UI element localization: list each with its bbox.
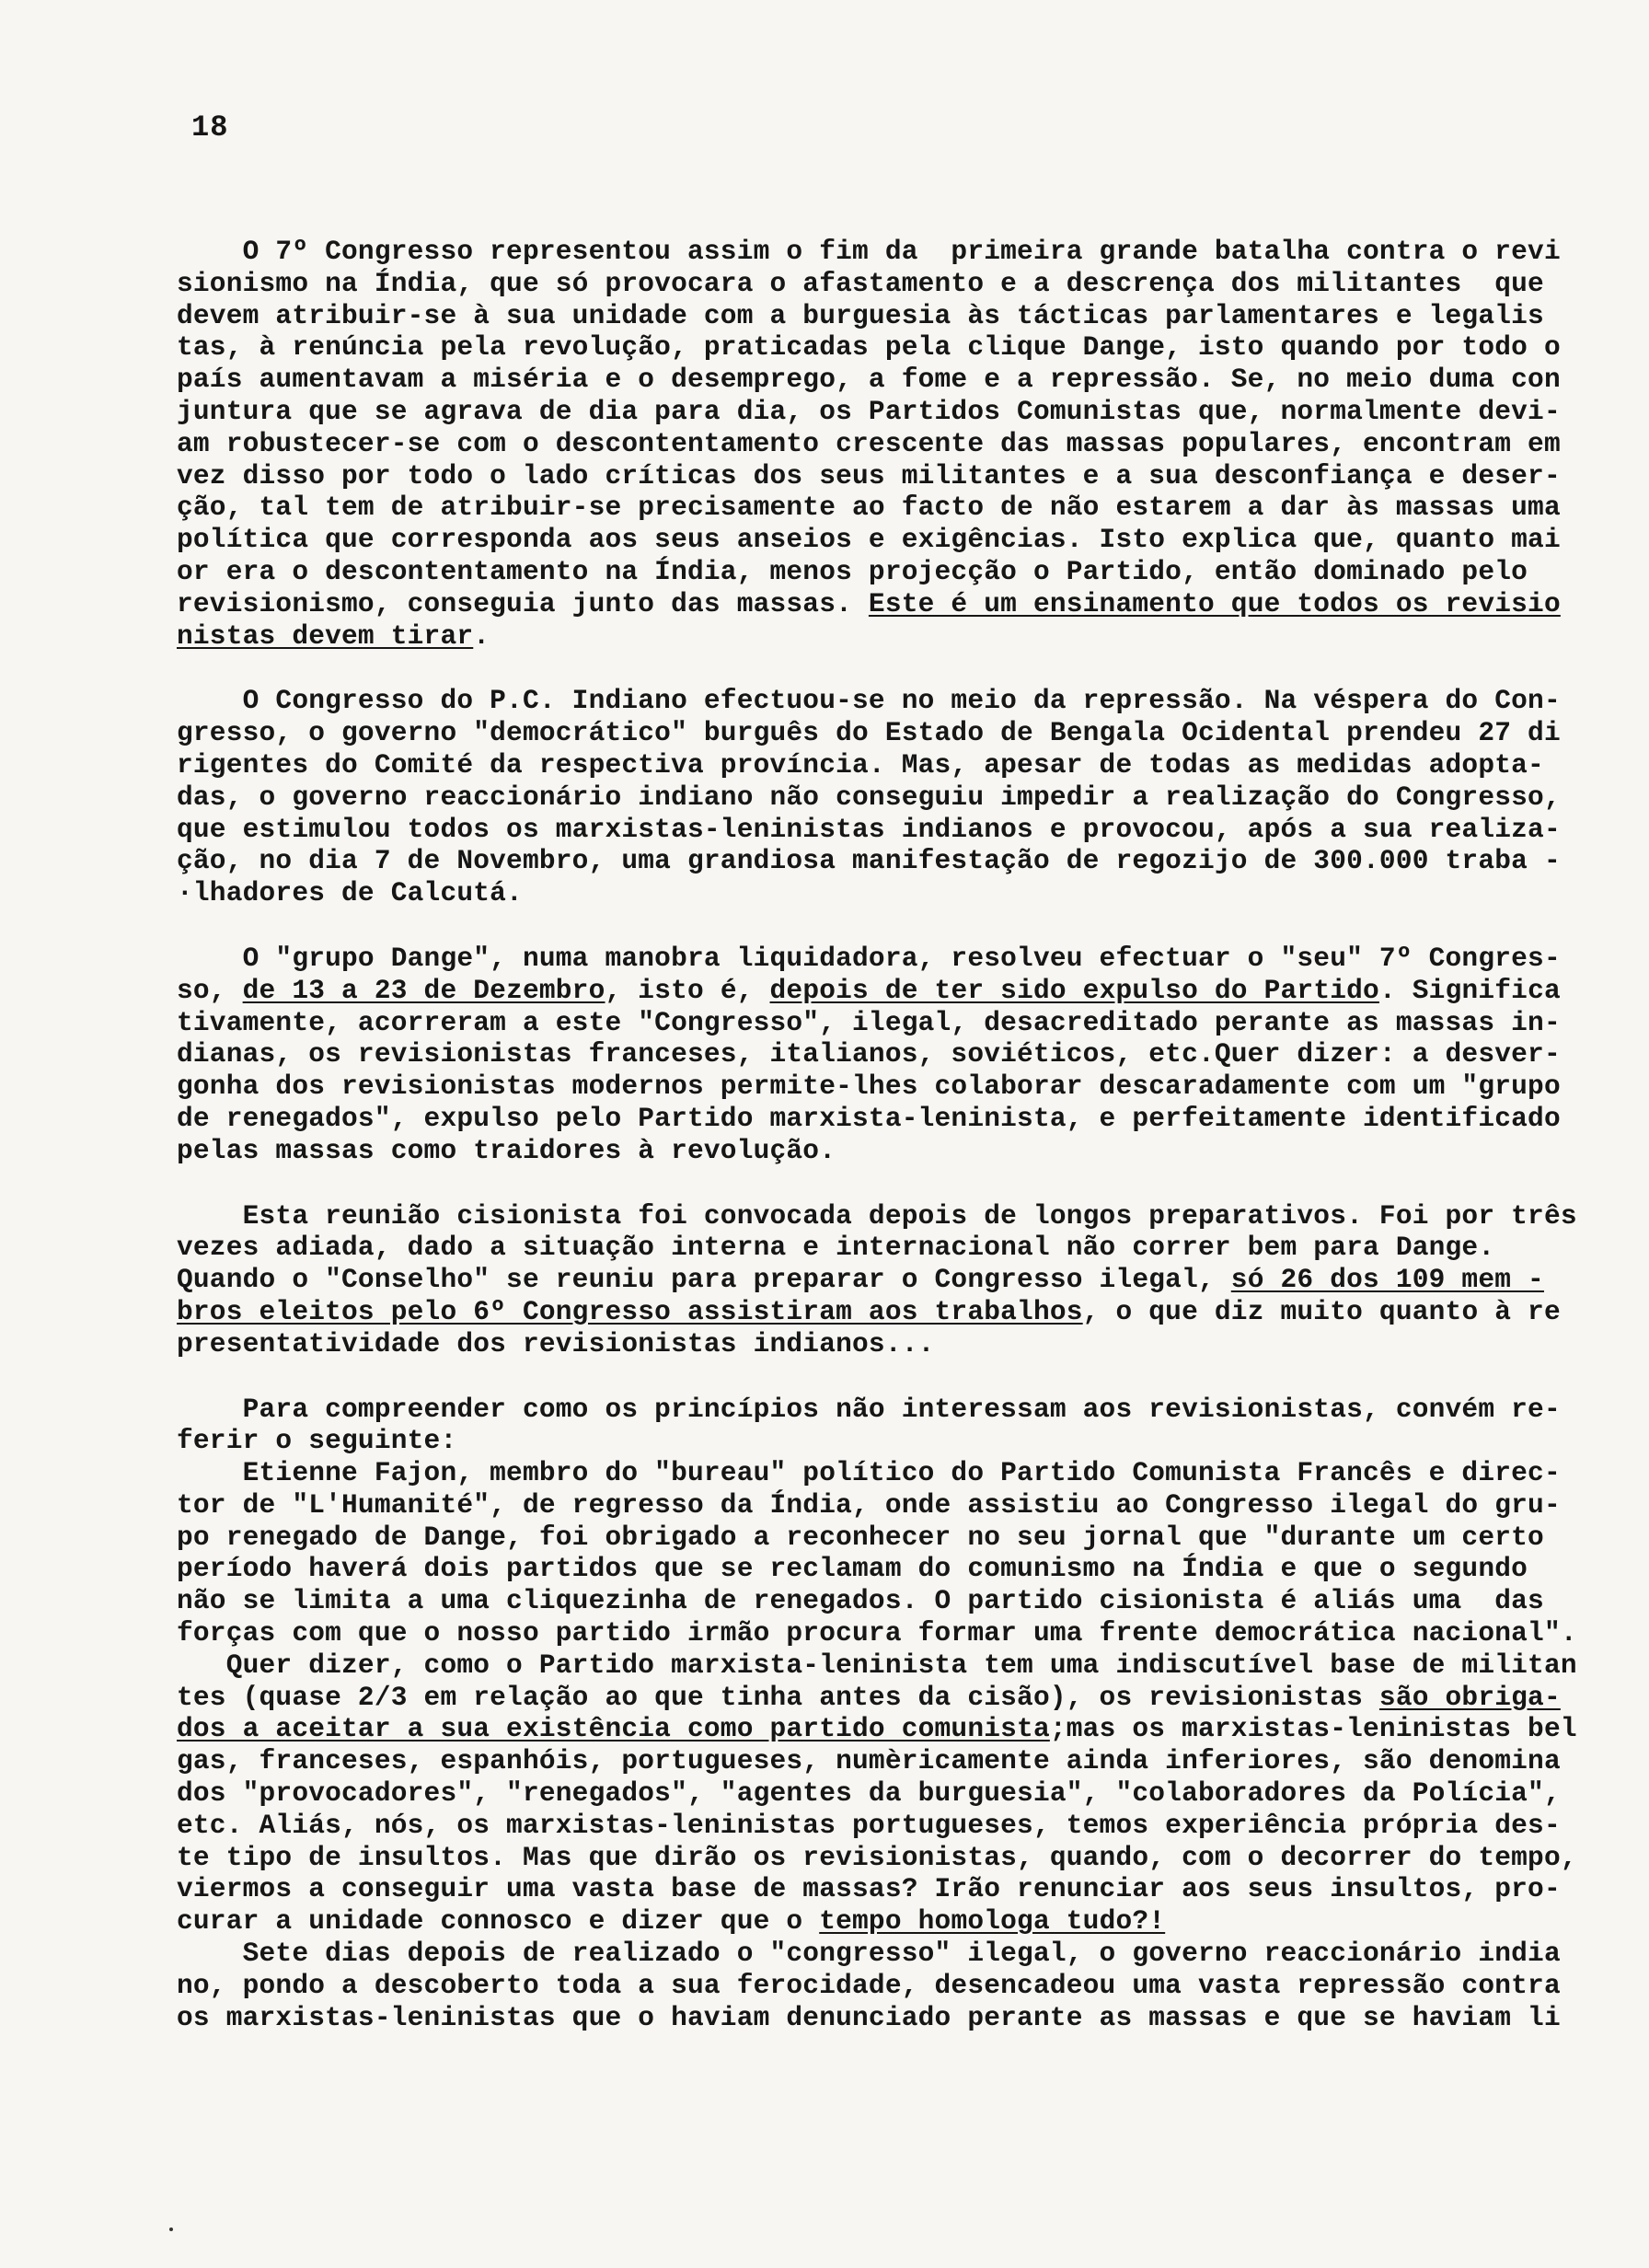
text-line: [177, 1810, 1586, 1842]
underlined-text: só 26 dos 109 mem -: [1230, 1264, 1544, 1296]
text-line: [177, 1425, 1586, 1457]
text-segment: país aumentavam a miséria e o desemprego, a fome e a repressão. Se, no meio duma con: [177, 364, 1561, 396]
text-line: [177, 268, 1586, 300]
text-segment: ção, tal tem de atribuir-se precisamente ao facto de não estarem a dar às massas uma: [177, 492, 1561, 524]
text-line: [177, 1842, 1586, 1874]
text-line: [177, 300, 1586, 332]
text-segment: gas, franceses, espanhóis, portugueses, numèricamente ainda inferiores, são denomina: [177, 1745, 1561, 1777]
text-line: [177, 1232, 1586, 1264]
text-line: [177, 236, 1586, 268]
text-line: [177, 1296, 1586, 1328]
text-line: [177, 814, 1586, 846]
text-line: [177, 1617, 1586, 1649]
text-segment: período haverá dois partidos que se reclamam do comunismo na Índia e que o segundo: [177, 1553, 1528, 1585]
text-line: [177, 556, 1586, 588]
underlined-text: de 13 a 23 de Dezembro: [242, 974, 605, 1006]
text-line: [177, 460, 1586, 492]
paragraph: [177, 236, 1586, 652]
text-segment: os marxistas-leninistas que o haviam denunciado perante as massas e que se haviam li: [177, 2001, 1561, 2033]
paragraph: [177, 1200, 1586, 1360]
text-line: [177, 1745, 1586, 1777]
text-segment: pelas massas como traidores à revolução.: [177, 1134, 836, 1166]
text-segment: devem atribuir-se à sua unidade com a burguesia às tácticas parlamentares e legalis: [177, 299, 1544, 331]
underlined-text: depois de ter sido expulso do Partido: [769, 974, 1379, 1006]
text-line: [177, 1970, 1586, 2002]
text-line: [177, 1457, 1586, 1489]
text-line: [177, 1522, 1586, 1554]
text-line: [177, 1938, 1586, 1970]
text-segment: ferir o seguinte:: [177, 1425, 457, 1457]
text-line: [177, 1553, 1586, 1585]
text-segment: dos "provocadores", "renegados", "agentes da burguesia", "colaboradores da Polícia",: [177, 1777, 1561, 1810]
text-segment: tes (quase 2/3 em relação ao que tinha antes da cisão), os revisionistas: [177, 1681, 1379, 1713]
text-segment: vez disso por todo o lado críticas dos seus militantes e a sua desconfiança e deser-: [177, 459, 1561, 492]
underlined-text: bros eleitos pelo 6º Congresso assistiram aos trabalhos: [177, 1295, 1083, 1327]
text-segment: dianas, os revisionistas franceses, italianos, soviéticos, etc.Quer dizer: a desver-: [177, 1038, 1561, 1070]
text-segment: rigentes do Comité da respectiva província. Mas, apesar de todas as medidas adopta-: [177, 748, 1544, 781]
text-segment: etc. Aliás, nós, os marxistas-leninistas portugueses, temos experiência própria des-: [177, 1809, 1561, 1841]
text-segment: viermos a conseguir uma vasta base de massas? Irão renunciar aos seus insultos, pro-: [177, 1873, 1561, 1905]
text-segment: . Significa: [1378, 974, 1561, 1006]
text-line: [177, 749, 1586, 781]
text-line: [177, 717, 1586, 749]
text-segment: tivamente, acorreram a este "Congresso", ilegal, desacreditado perante as massas in-: [177, 1006, 1561, 1038]
paragraph: [177, 943, 1586, 1167]
text-segment: tas, à renúncia pela revolução, praticadas pela clique Dange, isto quando por todo o: [177, 331, 1561, 364]
text-segment: O Congresso do P.C. Indiano efectuou-se no meio da repressão. Na véspera do Con-: [177, 685, 1561, 717]
text-line: [177, 364, 1586, 396]
text-line: [177, 877, 1586, 909]
text-line: [177, 1682, 1586, 1714]
text-segment: so,: [177, 974, 243, 1006]
paragraph: [177, 685, 1586, 909]
text-line: [177, 845, 1586, 877]
text-line: [177, 1135, 1586, 1167]
underlined-text: são obriga-: [1378, 1681, 1561, 1713]
text-line: [177, 1873, 1586, 1905]
text-segment: ção, no dia 7 de Novembro, uma grandiosa manifestação de regozijo de 300.000 traba -: [177, 845, 1561, 877]
text-segment: Etienne Fajon, membro do "bureau" político do Partido Comunista Francês e direc-: [177, 1457, 1561, 1489]
page-number: 18: [191, 110, 229, 145]
text-segment: das, o governo reaccionário indiano não conseguiu impedir a realização do Congresso,: [177, 781, 1561, 813]
text-segment: am robustecer-se com o descontentamento crescente das massas populares, encontram em: [177, 427, 1561, 459]
text-line: [177, 331, 1586, 364]
text-segment: revisionismo, conseguia junto das massas.: [177, 587, 869, 619]
text-segment: vezes adiada, dado a situação interna e internacional não correr bem para Dange.: [177, 1232, 1495, 1264]
text-line: [177, 1777, 1586, 1810]
text-segment: gonha dos revisionistas modernos permite-lhes colaborar descaradamente com um "grupo: [177, 1070, 1561, 1103]
text-segment: curar a unidade connosco e dizer que o: [177, 1905, 820, 1938]
underlined-text: dos a aceitar a sua existência como partido comunista: [177, 1713, 1050, 1745]
text-segment: te tipo de insultos. Mas que dirão os revisionistas, quando, com o decorrer do tempo,: [177, 1841, 1577, 1873]
text-line: [177, 975, 1586, 1007]
text-line: [177, 1905, 1586, 1938]
text-line: [177, 428, 1586, 460]
text-line: [177, 588, 1586, 620]
text-segment: no, pondo a descoberto toda a sua ferocidade, desencadeou uma vasta repressão contra: [177, 1969, 1561, 2001]
text-segment: não se limita a uma cliquezinha de renegados. O partido cisionista é aliás uma das: [177, 1585, 1544, 1617]
text-line: [177, 1070, 1586, 1103]
text-line: [177, 1713, 1586, 1745]
text-line: [177, 781, 1586, 814]
text-segment: sionismo na Índia, que só provocara o afastamento e a descrença dos militantes que: [177, 267, 1544, 299]
text-segment: que estimulou todos os marxistas-leninistas indianos e provocou, após a sua realiza-: [177, 813, 1561, 845]
text-line: [177, 943, 1586, 975]
text-line: [177, 524, 1586, 556]
text-line: [177, 1489, 1586, 1522]
text-segment: , isto é,: [605, 974, 770, 1006]
text-segment: juntura que se agrava de dia para dia, os Partidos Comunistas que, normalmente devi-: [177, 395, 1561, 427]
text-line: [177, 620, 1586, 653]
text-line: [177, 1585, 1586, 1617]
text-segment: Sete dias depois de realizado o "congresso" ilegal, o governo reaccionário india: [177, 1938, 1561, 1970]
text-segment: O "grupo Dange", numa manobra liquidadora, resolveu efectuar o "seu" 7º Congres-: [177, 942, 1561, 974]
text-segment: gresso, o governo "democrático" burguês do Estado de Bengala Ocidental prendeu 27 di: [177, 717, 1561, 749]
underlined-text: tempo homologa tudo?!: [819, 1905, 1166, 1938]
text-segment: , o que diz muito quanto à re: [1082, 1295, 1561, 1327]
text-segment: Para compreender como os princípios não interessam aos revisionistas, convém re-: [177, 1393, 1561, 1425]
text-segment: Esta reunião cisionista foi convocada depois de longos preparativos. Foi por três: [177, 1199, 1577, 1232]
text-line: [177, 1649, 1586, 1682]
scan-speck: [169, 2228, 173, 2231]
text-segment: ·lhadores de Calcutá.: [177, 877, 523, 909]
text-line: [177, 1038, 1586, 1070]
text-line: [177, 492, 1586, 524]
text-segment: Quando o "Conselho" se reuniu para preparar o Congresso ilegal,: [177, 1264, 1231, 1296]
text-line: [177, 1103, 1586, 1135]
text-line: [177, 1394, 1586, 1426]
text-segment: Quer dizer, como o Partido marxista-leninista tem uma indiscutível base de militan: [177, 1649, 1577, 1681]
text-line: [177, 1328, 1586, 1360]
text-segment: O 7º Congresso representou assim o fim da primeira grande batalha contra o revi: [177, 236, 1561, 267]
text-line: [177, 2002, 1586, 2034]
text-segment: presentatividade dos revisionistas indianos...: [177, 1327, 935, 1360]
text-line: [177, 1264, 1586, 1296]
text-segment: po renegado de Dange, foi obrigado a reconhecer no seu jornal que "durante um certo: [177, 1521, 1544, 1553]
text-line: [177, 1200, 1586, 1232]
text-segment: forças com que o nosso partido irmão procura formar uma frente democrática nacional".: [177, 1617, 1577, 1649]
text-segment: política que corresponda aos seus anseios e exigências. Isto explica que, quanto mai: [177, 524, 1561, 556]
paragraph: [177, 1394, 1586, 1938]
text-line: [177, 685, 1586, 717]
paragraph: [177, 1938, 1586, 2033]
underlined-text: Este é um ensinamento que todos os revisio: [868, 587, 1561, 619]
text-segment: de renegados", expulso pelo Partido marxista-leninista, e perfeitamente identificado: [177, 1102, 1561, 1134]
text-segment: or era o descontentamento na Índia, menos projecção o Partido, então dominado pelo: [177, 555, 1528, 587]
text-segment: tor de "L'Humanité", de regresso da Índia, onde assistiu ao Congresso ilegal do gru-: [177, 1488, 1561, 1521]
text-line: [177, 1007, 1586, 1039]
underlined-text: nistas devem tirar: [177, 619, 474, 652]
text-segment: .: [473, 619, 490, 652]
text-line: [177, 396, 1586, 428]
text-segment: ;mas os marxistas-leninistas bel: [1049, 1713, 1577, 1745]
body-text: [177, 236, 1586, 2066]
